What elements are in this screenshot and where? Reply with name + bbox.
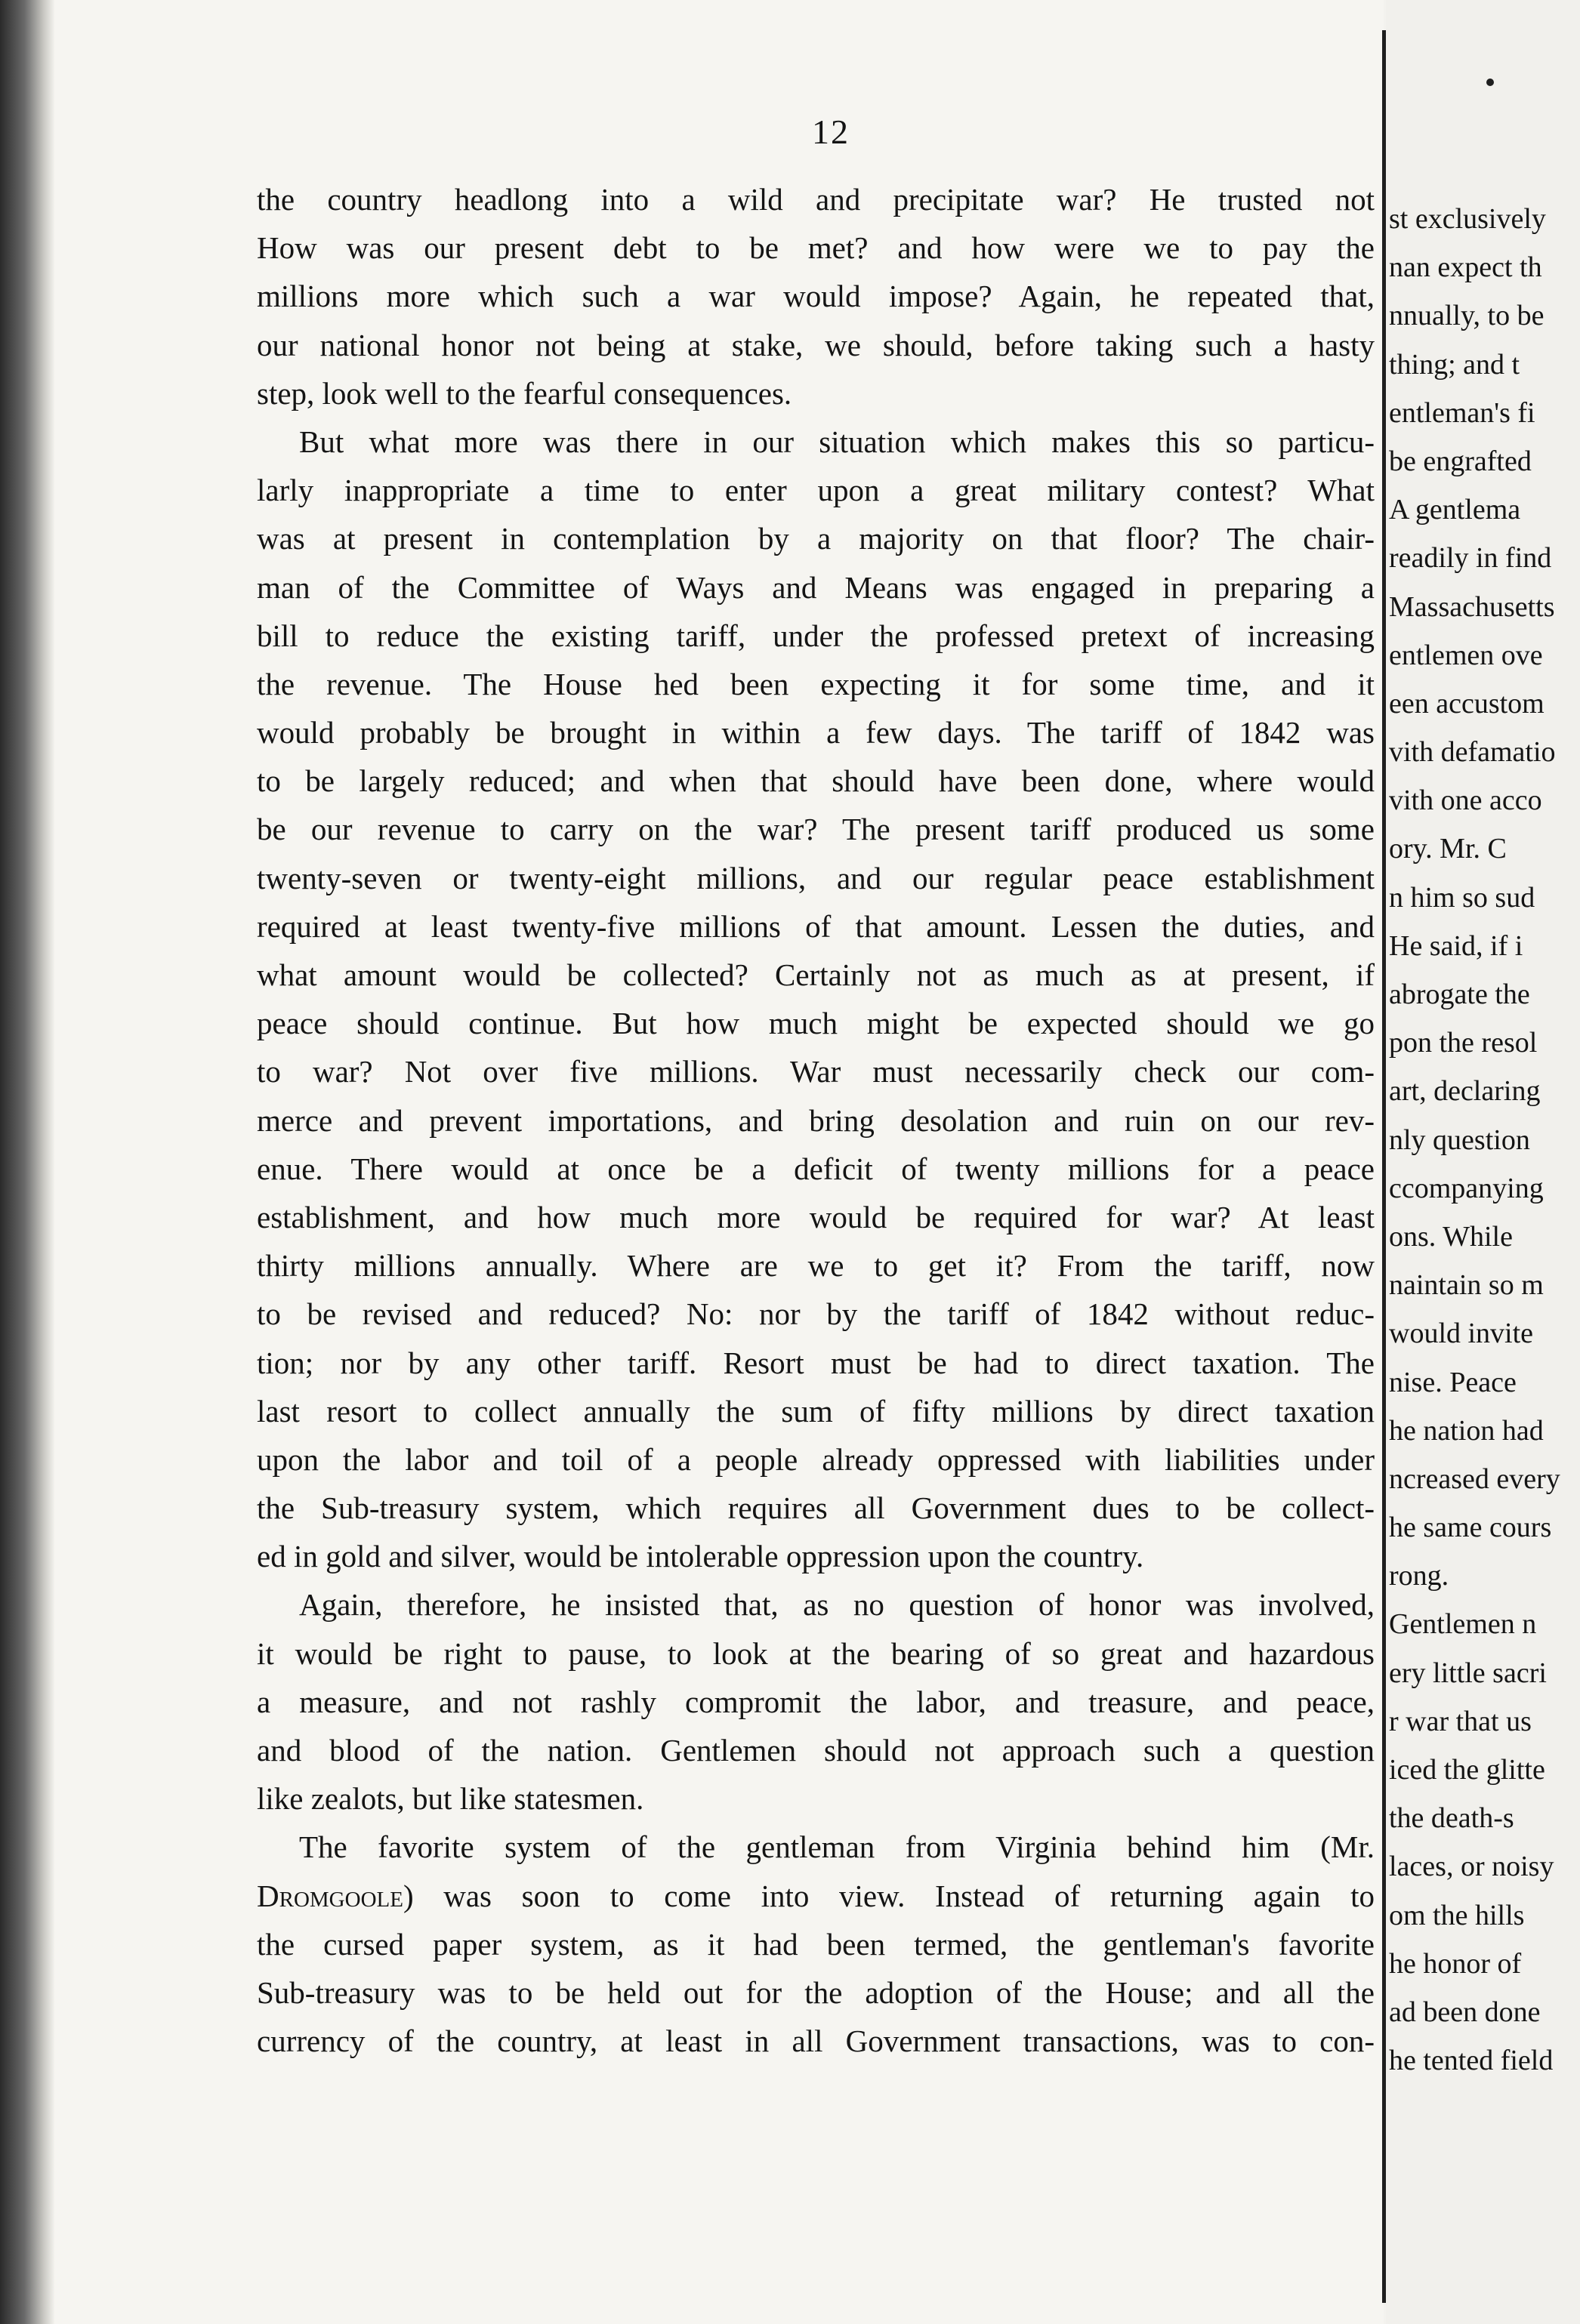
facing-text-line: vith one acco xyxy=(1389,784,1542,817)
facing-text-line: ory. Mr. C xyxy=(1389,833,1507,865)
facing-text-line: ad been done xyxy=(1389,1996,1541,2028)
text-line: merce and prevent importations, and bring desolation and ruin on our rev- xyxy=(257,1102,1375,1138)
facing-text-line: vith defamatio xyxy=(1389,736,1556,769)
facing-text-line: nly question xyxy=(1389,1123,1530,1156)
facing-text-line: he nation had xyxy=(1389,1414,1544,1447)
facing-text-line: laces, or noisy xyxy=(1389,1851,1554,1883)
facing-text-line: readily in find xyxy=(1389,542,1552,575)
ink-dot xyxy=(1486,79,1494,86)
text-line: the country headlong into a wild and precipitate war? He trusted not xyxy=(257,182,1375,217)
text-line: required at least twenty-five millions of that amount. Lessen the duties, and xyxy=(257,908,1375,944)
text-line: bill to reduce the existing tariff, under the professed pretext of increasing xyxy=(257,618,1375,653)
facing-text-line: would invite xyxy=(1389,1318,1534,1350)
facing-text-line: Gentlemen n xyxy=(1389,1608,1537,1641)
text-line: Sub-treasury was to be held out for the adoption of the House; and all the xyxy=(257,1974,1375,2010)
text-line: and blood of the nation. Gentlemen should not approach such a question xyxy=(257,1733,1375,1768)
text-line: what amount would be collected? Certainly not as much as at present, if xyxy=(257,957,1375,992)
text-line: would probably be brought in within a few days. The tariff of 1842 was xyxy=(257,715,1375,751)
text-line: larly inappropriate a time to enter upon a great military contest? What xyxy=(257,473,1375,508)
facing-text-line: ery little sacri xyxy=(1389,1657,1547,1689)
text-line: millions more which such a war would impose? Again, he repeated that, xyxy=(257,279,1375,314)
facing-text-line: A gentlema xyxy=(1389,494,1521,526)
facing-text-line: Massachusetts xyxy=(1389,590,1555,623)
text-line: ed in gold and silver, would be intolerable oppression upon the country. xyxy=(257,1539,1144,1574)
text-line: to be revised and reduced? No: nor by the tariff of 1842 without reduc- xyxy=(257,1296,1375,1332)
facing-text-line: he tented field xyxy=(1389,2045,1554,2077)
facing-text-line: ons. While xyxy=(1389,1220,1513,1253)
text-line: was at present in contemplation by a majority on that floor? The chair- xyxy=(257,521,1375,556)
facing-text-line: een accustom xyxy=(1389,687,1545,720)
facing-text-line: he honor of xyxy=(1389,1947,1522,1980)
facing-text-line: abrogate the xyxy=(1389,979,1530,1010)
text-line: to war? Not over five millions. War must necessarily check our com- xyxy=(257,1054,1375,1090)
facing-text-line: iced the glitte xyxy=(1389,1754,1545,1786)
facing-text-line: pon the resol xyxy=(1389,1027,1538,1059)
text-line: be our revenue to carry on the war? The present tariff produced us some xyxy=(257,812,1375,847)
text-line: our national honor not being at stake, we should, before taking such a hasty xyxy=(257,327,1375,362)
text-line: last resort to collect annually the sum of fifty millions by direct taxation xyxy=(257,1393,1375,1429)
text-line: establishment, and how much more would be required for war? At least xyxy=(257,1199,1375,1234)
facing-text-line: rong. xyxy=(1389,1560,1449,1592)
text-line: the Sub-treasury system, which requires all Government dues to be collect- xyxy=(257,1490,1375,1526)
text-line: a measure, and not rashly compromit the labor, and treasure, and peace, xyxy=(257,1684,1375,1719)
facing-text-line: ncreased every xyxy=(1389,1463,1560,1495)
text-line: the revenue. The House hed been expecting it for some time, and it xyxy=(257,666,1375,701)
text-line: step, look well to the fearful consequences. xyxy=(257,375,792,411)
text-line: currency of the country, at least in all Government transactions, was to con- xyxy=(257,2023,1375,2059)
text-line: the cursed paper system, as it had been termed, the gentleman's favorite xyxy=(257,1926,1375,1962)
text-line: The favorite system of the gentleman from Virginia behind him (Mr. xyxy=(299,1829,1375,1865)
facing-text-line: entlemen ove xyxy=(1389,639,1543,671)
facing-text-line: naintain so m xyxy=(1389,1269,1544,1302)
facing-text-line: r war that us xyxy=(1389,1705,1532,1737)
text-line: enue. There would at once be a deficit of twenty millions for a peace xyxy=(257,1151,1375,1186)
facing-text-line: He said, if i xyxy=(1389,929,1523,962)
facing-text-line: art, declaring xyxy=(1389,1075,1541,1108)
text-line: But what more was there in our situation which makes this so particu- xyxy=(299,424,1375,459)
facing-text-line: he same cours xyxy=(1389,1512,1552,1544)
page-gutter-divider xyxy=(1382,30,1386,2303)
text-line: like zealots, but like statesmen. xyxy=(257,1781,644,1817)
facing-text-line: n him so sud xyxy=(1389,881,1535,914)
text-line: Dromgoole) was soon to come into view. Instead of returning again to xyxy=(257,1878,1375,1913)
facing-text-line: ccompanying xyxy=(1389,1172,1544,1204)
page-number: 12 xyxy=(812,113,850,151)
facing-text-line: nnually, to be xyxy=(1389,300,1545,332)
binding-shadow xyxy=(0,0,54,2324)
text-line: tion; nor by any other tariff. Resort must be had to direct taxation. The xyxy=(257,1345,1375,1380)
text-line: it would be right to pause, to look at the bearing of so great and hazardous xyxy=(257,1635,1375,1671)
text-line: to be largely reduced; and when that should have been done, where would xyxy=(257,763,1375,799)
facing-text-line: the death-s xyxy=(1389,1802,1514,1835)
text-line: man of the Committee of Ways and Means was engaged in preparing a xyxy=(257,569,1375,605)
main-text-block xyxy=(257,175,1375,2065)
facing-text-line: st exclusively xyxy=(1389,203,1546,235)
facing-text-line: entleman's fi xyxy=(1389,396,1535,429)
speaker-name: Dromgoole xyxy=(257,1878,403,1913)
text-line: peace should continue. But how much might be expected should we go xyxy=(257,1006,1375,1041)
facing-text-line: om the hills xyxy=(1389,1899,1525,1931)
facing-text-line: thing; and t xyxy=(1389,348,1520,381)
text-line: thirty millions annually. Where are we to get it? From the tariff, now xyxy=(257,1248,1375,1284)
facing-page-fragment xyxy=(1386,0,1580,2324)
text-line: Again, therefore, he insisted that, as no question of honor was involved, xyxy=(299,1587,1375,1623)
text-line: upon the labor and toil of a people already oppressed with liabilities under xyxy=(257,1441,1375,1477)
text-line: twenty-seven or twenty-eight millions, and our regular peace establishment xyxy=(257,860,1375,895)
facing-text-line: nan expect th xyxy=(1389,251,1542,284)
text-line: How was our present debt to be met? and how were we to pay the xyxy=(257,230,1375,266)
facing-text-line: be engrafted xyxy=(1389,445,1532,477)
facing-page-text xyxy=(1389,195,1580,2085)
facing-text-line: nise. Peace xyxy=(1389,1366,1517,1398)
